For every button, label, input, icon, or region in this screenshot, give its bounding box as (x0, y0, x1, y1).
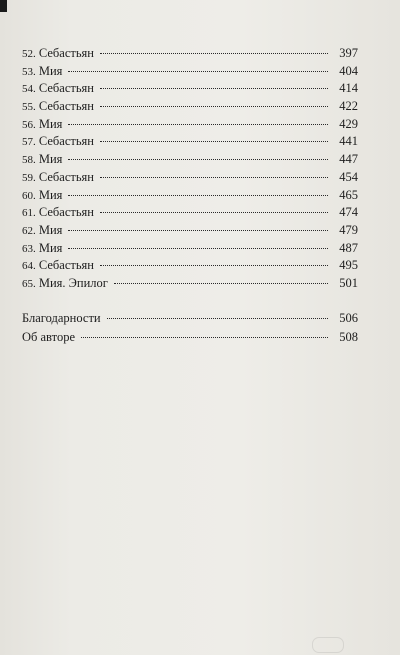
backmatter-list (22, 311, 358, 349)
toc-entry (22, 188, 358, 206)
toc-entry-label (22, 81, 94, 96)
dot-leader (68, 159, 328, 160)
toc-page-number: 465 (339, 187, 358, 202)
dot-leader (100, 106, 328, 107)
toc-entry-label (22, 258, 94, 273)
chapter-number: 62. (22, 224, 36, 237)
toc-page-number: 397 (339, 46, 358, 60)
dot-leader (68, 195, 328, 196)
toc-entry-label (22, 99, 94, 114)
toc-page-number: 479 (339, 222, 358, 237)
toc-entry (22, 223, 358, 241)
chapter-number: 64. (22, 260, 36, 273)
dot-leader (68, 230, 328, 231)
toc-entry-title: Себастьян (38, 46, 94, 60)
chapter-number: 56. (22, 118, 36, 131)
toc-entry-label (22, 152, 62, 167)
chapter-number: 65. (22, 277, 36, 290)
show-through-logo (312, 637, 344, 653)
toc-entry-label (22, 46, 94, 61)
toc-entry-label (22, 134, 94, 149)
toc-entry-label (22, 311, 101, 326)
toc-page-number: 422 (339, 99, 358, 114)
toc-entry-title: Себастьян (38, 134, 94, 149)
toc-entry-title: Мия (38, 63, 63, 78)
toc-entry (22, 81, 358, 99)
chapter-number: 54. (22, 83, 36, 96)
toc-entry (22, 241, 358, 259)
chapter-number: 61. (22, 207, 36, 220)
chapter-number: 52. (22, 48, 36, 60)
toc-entry-label (22, 170, 94, 185)
toc-page-number: 495 (339, 258, 358, 273)
toc-entry-label (22, 241, 62, 256)
toc-entry-title: Мия (38, 187, 63, 202)
toc-page-number: 506 (339, 310, 358, 325)
toc-entry-title: Мия (38, 240, 63, 255)
toc-entry (22, 276, 358, 294)
toc-entry (22, 152, 358, 170)
dot-leader (114, 283, 328, 284)
toc-entry (22, 117, 358, 135)
toc-page-number: 441 (339, 134, 358, 149)
toc-entry (22, 311, 358, 330)
toc-entry-label (22, 117, 62, 132)
dot-leader (68, 124, 328, 125)
toc-entry (22, 170, 358, 188)
toc-entry-title: Мия (38, 152, 63, 167)
table-of-contents (22, 46, 358, 349)
chapter-list (22, 46, 358, 294)
toc-entry-label (22, 223, 62, 238)
dot-leader (81, 337, 328, 338)
toc-entry (22, 46, 358, 64)
toc-entry-title: Себастьян (38, 205, 94, 220)
chapter-number: 63. (22, 242, 36, 255)
dot-leader (100, 88, 328, 89)
toc-page-number: 414 (339, 81, 358, 96)
toc-entry-label (22, 64, 62, 79)
toc-entry (22, 134, 358, 152)
toc-entry (22, 205, 358, 223)
toc-entry-label (22, 205, 94, 220)
toc-entry (22, 99, 358, 117)
chapter-number: 58. (22, 154, 36, 167)
toc-entry (22, 258, 358, 276)
toc-entry-title: Себастьян (38, 81, 94, 96)
toc-page-number: 404 (339, 63, 358, 78)
toc-page-number: 487 (339, 240, 358, 255)
toc-entry-title: Мия (38, 222, 63, 237)
chapter-number: 60. (22, 189, 36, 202)
toc-entry-title: Себастьян (38, 99, 94, 114)
dot-leader (100, 177, 328, 178)
toc-entry-title: Мия (38, 116, 63, 131)
toc-entry-title: Об авторе (22, 329, 75, 344)
dot-leader (100, 141, 328, 142)
toc-page-number: 429 (339, 116, 358, 131)
dot-leader (100, 212, 328, 213)
page-corner-mark (0, 0, 7, 12)
toc-page-number: 454 (339, 169, 358, 184)
toc-page-number: 474 (339, 205, 358, 220)
chapter-number: 53. (22, 65, 36, 78)
dot-leader (107, 318, 328, 319)
toc-entry-label (22, 330, 75, 345)
dot-leader (100, 265, 328, 266)
toc-entry (22, 64, 358, 82)
toc-page-number: 508 (339, 329, 358, 344)
toc-entry (22, 330, 358, 349)
toc-page-number: 501 (339, 275, 358, 290)
toc-page-number: 447 (339, 152, 358, 167)
dot-leader (100, 53, 328, 54)
toc-entry-title: Благодарности (22, 310, 101, 325)
toc-entry-label (22, 276, 108, 291)
toc-entry-title: Себастьян (38, 169, 94, 184)
dot-leader (68, 248, 328, 249)
chapter-number: 55. (22, 101, 36, 114)
chapter-number: 57. (22, 136, 36, 149)
toc-entry-title: Себастьян (38, 258, 94, 273)
chapter-number: 59. (22, 171, 36, 184)
toc-entry-title: Мия. Эпилог (38, 275, 108, 290)
dot-leader (68, 71, 328, 72)
toc-entry-label (22, 188, 62, 203)
